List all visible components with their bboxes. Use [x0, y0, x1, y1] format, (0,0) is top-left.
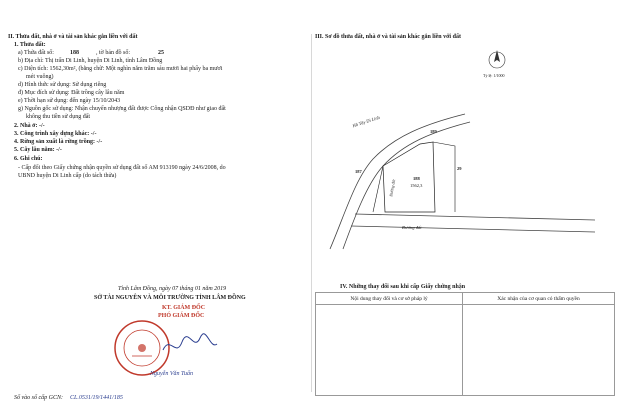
map-scale: Tỷ lệ: 1/1000 — [483, 73, 505, 78]
parcel-number: 188 — [70, 50, 79, 56]
map-road-side-label: Đường đất — [388, 178, 397, 197]
address-line: b) Địa chỉ: Thị trấn Di Linh, huyện Di Linh, tỉnh Lâm Đồng — [18, 58, 163, 64]
use-form-line: d) Hình thức sử dụng: Sử dụng riêng — [18, 82, 107, 88]
on-behalf-label: KT. GIÁM ĐỐC — [162, 305, 206, 311]
map-parcel-label: 188 — [413, 176, 420, 181]
map-neighbor-right: 29 — [457, 166, 462, 171]
note-line-1: - Cấp đổi theo Giấy chứng nhận quyền sử dụng đất số AM 913190 ngày 24/6/2008, do — [18, 165, 226, 171]
changes-col-content: Nội dung thay đổi và cơ sở pháp lý — [316, 293, 463, 305]
changes-col-confirm: Xác nhận của cơ quan có thẩm quyền — [463, 293, 615, 305]
parcel-label: a) Thửa đất số: — [18, 50, 54, 56]
parcel-188-boundary — [383, 142, 435, 212]
construction-line: 3. Công trình xây dựng khác: -/- — [14, 131, 97, 137]
map-neighbor-left: 187 — [355, 169, 362, 174]
column-divider — [311, 34, 312, 392]
changes-title: IV. Những thay đổi sau khi cấp Giấy chứng nhận — [340, 284, 466, 290]
purpose-line: đ) Mục đích sử dụng: Đất trồng cây lâu năm — [18, 90, 125, 96]
parcel-189-boundary — [433, 142, 455, 212]
north-arrow-icon — [484, 48, 510, 72]
position-label: PHÓ GIÁM ĐỐC — [158, 313, 205, 319]
area-line: c) Diện tích: 1562,30m², (bằng chữ: Một nghìn năm trăm sáu mươi hai phẩy ba mươi — [18, 66, 223, 72]
issuing-authority: SỞ TÀI NGUYÊN VÀ MÔI TRƯỜNG TỈNH LÂM ĐỒNG — [94, 295, 246, 301]
perennial-line: 5. Cây lâu năm: -/- — [14, 147, 62, 153]
note-line-2: UBND huyện Di Linh cấp (do tách thửa) — [18, 173, 117, 179]
road-bottom-edge-1 — [355, 214, 595, 220]
section-title-land: II. Thửa đất, nhà ở và tài sản khác gắn liền với đất — [8, 34, 138, 40]
issue-date: Tỉnh Lâm Đồng, ngày 07 tháng 01 năm 2019 — [118, 286, 227, 292]
land-heading: 1. Thửa đất: — [14, 42, 46, 48]
book-number-value: CL.0531/19/1441/185 — [70, 395, 123, 401]
area-continuation: mét vuông) — [26, 74, 54, 80]
map-road-bottom-label: Đường đất — [402, 225, 422, 230]
term-line: e) Thời hạn sử dụng: đến ngày 15/10/2043 — [18, 98, 121, 104]
forest-line: 4. Rừng sản xuất là rừng trồng: -/- — [14, 139, 103, 145]
signature-stroke — [163, 334, 217, 350]
origin-continuation: không thu tiền sử dụng đất — [26, 114, 91, 120]
origin-line: g) Nguồn gốc sử dụng: Nhận chuyển nhượng đất được Công nhận QSDĐ như giao đất — [18, 106, 226, 112]
road-bottom-edge-2 — [351, 226, 595, 232]
map-sheet-number: 25 — [158, 50, 164, 56]
map-neighbor-top: 189 — [430, 129, 437, 134]
book-number-label: Số vào sổ cấp GCN: — [14, 395, 63, 401]
changes-header-row — [316, 293, 615, 305]
house-line: 2. Nhà ở: -/- — [14, 123, 45, 129]
notes-heading: 6. Ghi chú: — [14, 156, 43, 162]
map-road-top-label: Hồ Tây Di Linh — [351, 114, 381, 129]
changes-table — [315, 292, 615, 396]
changes-empty-row — [316, 305, 615, 396]
map-parcel-area: 1562,3 — [410, 183, 423, 188]
seal-star — [138, 344, 146, 352]
section-title-map: III. Sơ đồ thửa đất, nhà ở và tài sản khác gắn liền với đất — [315, 34, 461, 40]
signature-scribble — [160, 330, 220, 360]
signer-name: Nguyễn Văn Tuấn — [150, 371, 193, 377]
map-sheet-label: , tờ bản đồ số: — [96, 50, 131, 56]
